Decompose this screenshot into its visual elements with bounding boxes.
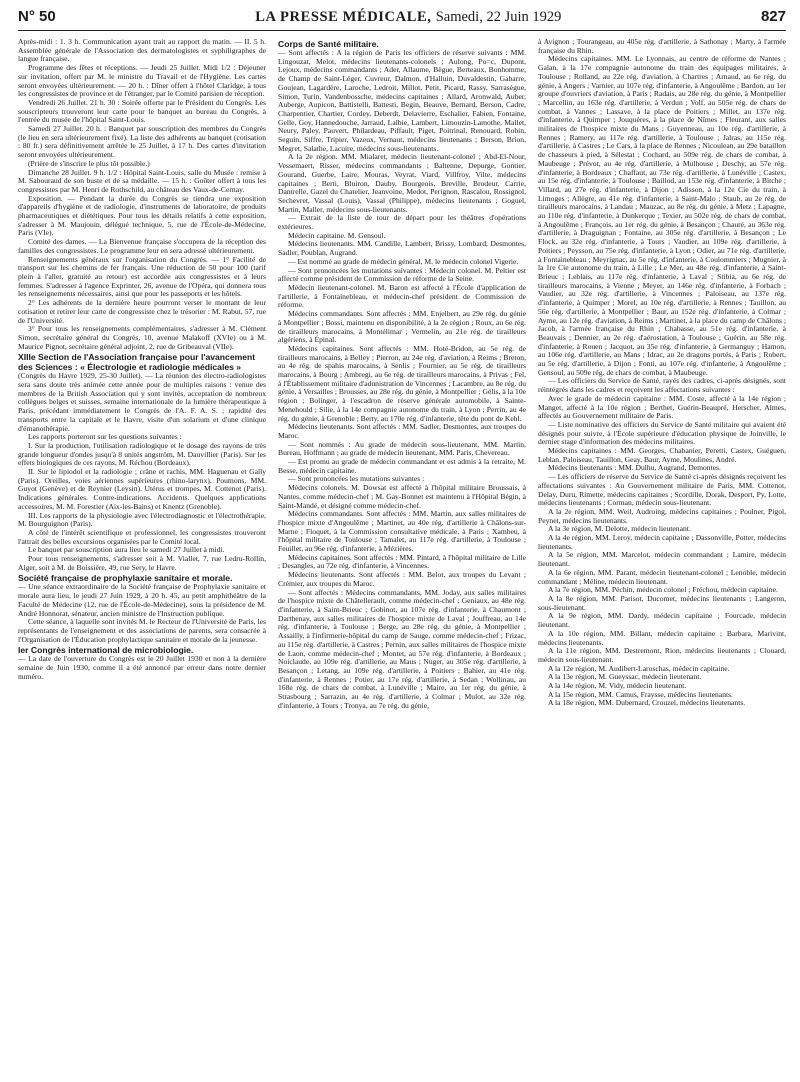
paragraph: III. Les rapports de la physiologie avec l'électrodiagnostic et l'électrothérapie, M. Bourguignon (Paris). xyxy=(18,510,266,529)
paragraph: Pour tous renseignements, s'adresser soit à M. Viallet, 7, rue Ledru-Rollin, Alger, soit à M. de Boissière, 49, rue Sery, le Havre. xyxy=(18,554,266,572)
paragraph: A la 5e région, MM. Marcelot, médecin commandant ; Lamire, médecin lieutenant. xyxy=(538,550,786,569)
paragraph: I. Sur la production, l'utilisation radiologique et le dosage des rayons de très grande longueur d'ondes jusqu'à 8 unités angström, M. Dauvillier (Paris). Sur les effets biologiques de ces rayons, M. Réchou (Bordeaux). xyxy=(18,440,266,468)
paragraph: — Liste nominative des officiers du Service de Santé militaire qui avaient été désignés pour suivre, à l'École supérieure d'éducation physique de Joinville, le dernier stage d'information des médecins militaires. xyxy=(538,419,786,447)
paragraph: A la 11e région, MM. Destremont, Rion, médecins lieutenants ; Clouard, médecin sous-lieutenant. xyxy=(538,646,786,664)
paragraph: 3° Pour tous les renseignements complémentaires, s'adresser à M. Clément Simon, secrétaire général du Congrès, 10, avenue Malakoff (XVIe) ou à M. Maurice Pignot, secrétaire général adjoint, 2, rue de Gribeauval (VIIe). xyxy=(18,324,266,351)
paragraph: 2° Les adhérents de la dernière heure pourront verser le montant de leur cotisation et retirer leur carte de congressiste chez le trésorier : M. Rabut, 57, rue de l'Université. xyxy=(18,298,266,325)
section-heading: XIIIe Section de l'Association française pour l'avancement des Sciences : « Électrologie et radiologie médicales » xyxy=(18,352,256,373)
paragraph: — Sont nommés : Au grade de médecin sous-lieutenant, MM. Martin, Bureau, Hoffmann ; au grade de médecin lieutenant, MM. Paris, Chevereau. xyxy=(278,439,526,458)
paragraph: A la 10e région, MM. Billant, médecin capitaine ; Barbara, Marivint, médecins lieutenants. xyxy=(538,628,786,647)
paragraph: Médecins lieutenants. MM. Candille, Lambert, Brissy, Lombard, Desmontes, Sadler, Poublan, Augrand. xyxy=(278,239,526,258)
paragraph: Vendredi 26 Juillet. 21 h. 30 : Soirée offerte par le Président du Congrès. Les souscripteurs trouveront leur carte pour le banquet au bureau du Congrès, à l'entrée du musée de l'hôpital Saint-Louis. xyxy=(18,97,266,125)
paragraph: — Est nommé au grade de médecin général, M. le médecin colonel Vigerie. xyxy=(288,256,519,266)
column-middle xyxy=(278,38,526,1078)
paragraph: A la 18e région, MM. Dubernard, Crouzel, médecins lieutenants. xyxy=(548,698,746,708)
paragraph: A côté de l'intérêt scientifique et professionnel, les congressistes trouveront l'attrait des belles excursions organisées par le Comité local. xyxy=(18,527,266,546)
section-heading: Ier Congrès international de microbiologie. xyxy=(18,645,194,656)
paragraph: — Les officiers du Service de Santé, rayés des cadres, ci-après désignés, sont réintégrés dans les cadres et reçoivent les affectations suivantes : xyxy=(538,376,786,395)
paragraph: — Sont prononcées les mutations suivantes : Médecin colonel. M. Peltier est affecté comme président de Commission de réforme de la Seine. xyxy=(278,265,526,284)
page-header xyxy=(18,8,786,28)
column-right xyxy=(538,38,786,1078)
paragraph: — Est promu au grade de médecin commandant et est admis à la retraite, M. Besse, médecin capitaine. xyxy=(278,457,526,475)
section-heading: Société française de prophylaxie sanitaire et morale. xyxy=(18,573,233,584)
paragraph: — Extrait de la liste de tour de départ pour les théâtres d'opérations extérieures. xyxy=(278,213,526,232)
paragraph: Comité des dames. — La Bienvenue française s'occupera de la réception des familles des congressistes. Le programme leur en sera adressé ultérieurement. xyxy=(18,237,266,255)
paragraph: A la 9e région, MM. Dardy, médecin capitaine ; Fourcade, médecin lieutenant. xyxy=(538,611,786,630)
paragraph: Médecins capitaines. Sont affectés : MM. Pintard, à l'hôpital militaire de Lille ; Desangles, au 72e rég. d'infanterie, à Vincennes. xyxy=(278,552,526,571)
paragraph: — Sont affectés : A la région de Paris les officiers de réserve suivants : MM. Lingouzat, Melot, médecins lieutenants-colonels ; Aulong, Po=c, Dupont, Lejoux, médecins commandants ; Ader, Allaume, Bègue, Berteaux, Bonhomme, de Champ de Saint-Léger, Cuvreur, Dalmon, d'Halluin, Duvaldestin, Gabarre, Goujean, Lagardère, Laroche, Ledroit, Millot, Petit, Picard, Rassy, Sarrasègue, Simon, Turin, Vandenbossche, médecins capitaines ; Allard, Aronwald, Auber, Auberge, Aupicon, Battistelli, Battesti, Begin, Beauve, Bernard, Berson, Cadre, Charpentier, Chartier, Cordey, Deberdt, Delavierre, Eschalier, Fabien, Fontaine, Gelle, Goy, Hannedouche, Jarraud, Lalbie, Lambert, Limouzin-Lamothe, Mallet, Neury, Paley, Pauvert, Philardeau, Piffault, Piget, Poitrinal, Renouard, Robin, Seguin, Siffre, Tripier, Vazeux, Vernaut, médecins lieutenants ; Berson, Brion, Megret, Salathe, Lacuire, médecins sous-lieutenants. xyxy=(278,48,526,153)
paragraph: A la 7e région, MM. Péchin, médecin colonel ; Fréchou, médecin capitaine. xyxy=(548,585,778,595)
paragraph: Avec le grade de médecin capitaine : MM. Coste, affecté à la 14e région ; Manget, affecté à la 10e région ; Berthet, Guérin-Beaupré, Herscher, Almes, affectés au Gouvernement militaire de Paris. xyxy=(538,393,786,421)
article-columns xyxy=(18,38,786,1078)
paragraph: A la 13e région, M. Gueyssac, médecin lieutenant. xyxy=(548,672,702,682)
paragraph: Médecin lieutenant-colonel. M. Baron est affecté à l'École d'application de l'artillerie, à Fontainebleau, et médecin-chef président de Commission de réforme. xyxy=(278,282,526,310)
paragraph: Médecins capitaines. MM. Le Lyonnais, au centre de réforme de Nantes ; Galan, à la 17e compagnie autonome du train des équipages militaires, à Toulouse ; Rolland, au 22e rég. d'aviation, à Chartres ; Arnaud, au 6e rég. du génie, à Angers ; Varnier, au 107e rég. d'infanterie, à Angoulême ; Bardon, au 1er groupe d'ouvriers d'aviation, à Paris ; Radais, au 28e rég. du génie, à Montpellier ; Marcellin, au 163e rég. d'artillerie, à Verdun ; Volf, au 505e rég. de chars de combat, à Vannes ; Lassave, à la place de Poitiers ; Millet, au 137e rég. d'infanterie, à Quimper ; Jouquères, à la place de Nîmes ; Fleurant, aux salles militaires de l'hospice mixte du Mans ; Guyenneau, au 10e rég. d'artillerie, à Rennes ; Ramery, au 117e rég. d'artillerie, à Toulouse ; Jalras, au 115e rég. d'artillerie, à Castres ; Le Cars, à la place de Rennes ; Nicoulean, au 29e bataillon de chasseurs à pied, à Sélestat ; Cochard, au 509e rég. de chars de combat, à Maubeuge ; Prévot, au 4e rég. d'artillerie, à Mulhouse ; Deschy, au 57e rég. d'infanterie, à Bordeaux ; Chaffaut, au 73e rég. d'artillerie, à Lunéville ; Castex, au 15e rég. d'infanterie, à Toulouse ; Baillod, au 153e rég. d'infanterie, à Bitche ; Villard, au 27e rég. d'infanterie, à Dijon ; Adisson, à la 12e Cie du train, à Limoges ; Allègre, au 41e rég. d'infanterie, à Saint-Malo ; Staub, au 2e rég. de tirailleurs marocains, à Landau ; Mauzac, au 8e rég. du génie, à Metz ; Lapagne, au 110e rég. d'infanterie, à Dunkerque ; Texier, au 502e rég. de chars de combat, à Angoulême ; François, au 1er rég. du génie, à Besançon ; Chauré, au 363e rég. d'artillerie, à Draguignan ; Fontaine, au 305e rég. d'artillerie, à Besançon ; Le Flock, au 32e rég. d'infanterie, à Tours ; Vaudier, au 109e rég. d'artillerie, à Poitiers ; Peysson, au 75e rég. d'infanterie, à Lyon ; Odier, au 71e rég. d'artillerie, à Fontainebleau ; Meyrignac, au 5e rég. d'infanterie, à Coulommiers ; Mugnier, à la 1re Cie autonome du train, à Lille ; Le Mer, au 48e rég. d'infanterie, à Saint-Brieuc ; Leblais, au 117e rég. d'infanterie, à Laval ; Stibia, au 6e rég. de tirailleurs marocains, à Vienne ; Meyer, au 146e rég. d'infanterie, à Forbach ; Vaudier, au 32e rég. d'artillerie, à Vincennes ; Paloiseau, au 137e rég. d'infanterie, à Quimper ; Morel, au 10e rég. d'artillerie, à Rennes ; Tauillon, au 56e rég. d'artillerie, à Montpellier ; Baur, au 152e rég. d'infanterie, à Colmar ; Ayme, au 12e rég. d'aviation, à Reims ; Martinet, à la place du camp de Châlons ; Jacob, à l'armée française du Rhin ; Chabasse, au 51e rég. d'infanterie, à Beauvais ; Dennier, au 2e rég. d'aérostation, à Toulouse ; Guérin, au 58e rég. d'infanterie, à Rouen ; Jacquot, au 35e rég. d'infanterie, à Germanguy ; Hamon, au 106e rég. d'artillerie, au Mans ; Idrac, au 2e dragons portés, à Paris ; Robert, au 5e rég. d'artillerie, à Dijon ; Fonti, au 107e rég. d'infanterie, à Angoulême ; Gensoul, au 509e rég. de chars de combat, à Maubeuge. xyxy=(538,54,786,377)
paragraph: A la 12e région, M. Audibert-Laroschas, médecin capitaine. xyxy=(548,663,730,673)
paragraph: Samedi 27 Juillet. 20 h. : Banquet par souscription des membres du Congrès (le lieu en sera ultérieurement fixé). La liste des adhérents au banquet (cotisation : 80 fr.) sera définitivement arrêtée le 25 Juillet, à 17 h. Des cartes d'invitation seront envoyées ultérieurement. xyxy=(18,124,266,160)
paragraph: Médecins commandants. Sont affectés : MM. Enjelbert, au 29e rég. du génie à Montpellier ; Bossi, maintenu en disponibilité, à la 2e région ; Roux, au 6e rég. de tirailleurs marocains, à Montélimar ; Vermelin, au 21e rég. de tirailleurs algériens, à Épinal. xyxy=(278,309,526,345)
running-title xyxy=(255,9,561,26)
paragraph: Médecins commandants. Sont affectés : MM. Martin, aux salles militaires de l'hospice mixte d'Angoulême ; Martinet, au 40e rég. d'artillerie à Châlons-sur-Marne ; Floquet, à la Commission consultative médicale, à Paris ; Xambeu, à l'hôpital militaire de Toulouse ; Tamalet, au 117e rég. d'artillerie, à Toulouse ; Feuillet, au 96e rég. d'infanterie, à Mézières. xyxy=(278,509,526,554)
paragraph: — Sont affectés : Médecins commandants, MM. Joday, aux salles militaires de l'hospice mixte de Châtellerault, comme médecin-chef ; Geniaux, au 48e rég. d'infanterie, à Saint-Brieuc ; Gobinot, au 107e rég. d'infanterie, à Chaumont ; Darthenay, aux salles militaires de l'hospice mixte de Laval ; Jouffreau, au 14e rég. d'infanterie, à Toulouse ; Berge, au 28e rég. du génie, à Montpellier ; Assailly, à l'infirmerie-hôpital du camp de Sauge, comme médecin-chef ; Frizac, au 115e rég. d'artillerie, à Castres ; Pernin, aux salles militaires de l'hospice mixte de Laon, comme médecin-chef ; Montet, au 57e rég. d'infanterie, à Bordeaux ; Noiclaude, au 109e rég. d'artillerie, au Maus ; Nuger, au 305e rég. d'artillerie, à Besançon ; Letang, au 109e rég. d'artillerie, à Poitiers ; Bahier, au 41e rég. d'infanterie, à Rennes ; Potier, au 17e rég. d'artillerie, à Sedan ; Wollinau, au 168e rég. de chars de combat, à Lunéville ; Maire, au 1er rég. du génie, à Strasbourg ; Sarrazin, au 4e rég. d'artillerie, à Colmar ; Mulot, au 32e rég. d'infanterie, à Tours ; Tronya, au 7e rég. du génie, xyxy=(278,587,526,710)
paragraph: Programme des fêtes et réceptions. — Jeudi 25 Juillet. Midi 1/2 : Déjeuner sur invitation, offert par M. le ministre du Travail et de l'Hygiène. Les cartes seront envoyées ultérieurement. — 20 h. : Dîner offert à l'hôtel Claridge, à tous les congressistes de province et de l'étranger, par le Comité parisien de réception. xyxy=(18,63,266,99)
paragraph: Le banquet par souscription aura lieu le samedi 27 Juillet à midi. xyxy=(28,545,225,555)
paragraph: Dimanche 28 Juillet. 9 h. 1/2 : Hôpital Saint-Louis, salle du Musée : remise à M. Sabouraud de son buste et de sa médaille. — 15 h. : Goûter offert à tous les congressistes par M. Henri de Rothschild, au château des Vaux-de-Cernay. xyxy=(18,167,266,194)
paragraph: A la 2e région. MM. Mialaret, médecin lieutenant-colonel ; Abd-El-Nour, Vessemaert, Risser, médecins commandants ; Baltenne, Depurge, Gontier, Gourand, Guerbe, Laire, Mouras, Veyrat, Viard, Villfroy, Vilte, médecins capitaines ; Berti, Bluiron, Dauby, Bourgeois, Breville, Brodeur, Carrie, Dantrelle, Gazel du Chatelier, Jeanvoine, Medot, Perignon, Rascalou, Rossignol, Sechevret, Vassal (Louis), Vassal (Philippe), médecins lieutenants ; Goguel, Martin, Maller, médecins sous-lieutenants. xyxy=(278,152,526,214)
paragraph: A la 6e région, MM. Parant, médecin lieutenant-colonel ; Lenoble, médecin commandant ; Méline, médecin lieutenant. xyxy=(538,567,786,586)
paragraph: Médecins lieutenants. Sont affectés : MM. Sadler, Desmontes, aux troupes du Maroc. xyxy=(278,422,526,440)
paragraph: — Une séance extraordinaire de la Société française de Prophylaxie sanitaire et morale aura lieu, le jeudi 27 Juin 1929, à 20 h. 45, au petit amphithéâtre de la Faculté de Médecine (12, rue de l'École-de-Médecine), sous la présidence de M. André Honnorat, sénateur, ancien ministre de l'Instruction publique. xyxy=(18,582,266,618)
paragraph: Les rapports porteront sur les questions suivantes : xyxy=(28,432,182,442)
paragraph: Médecins capitaines. Sont affectés : MM. Hoté-Bridon, au 5e rég. de tirailleurs marocains, à Belley ; Pierron, au 24e rég. d'aviation, à Reims ; Breton, au 4e rég. de spahis marocains, à Senlis ; Fournier, au 5e rég. de tirailleurs marocains, à Bourg ; Ambregi, au 6e rég. de tirailleurs marocains, à Privas ; Fel, à l'Établissement militaire d'adunistration de Vincennes ; Lacambre, au 8e rég. du génie, à Versailles ; Brousses, au 28e rég. du génie, à Montpellier ; Gélis, à la 10e région ; Bolinger, à l'escadron de réserve générale automobile, à Sainte-Menehould ; Silie, à la 14e compagnie autonome du train, à Lyon ; Perrin, au 4e rég. du génie, à Grenoble ; Berty, au 170e rég. d'infanterie, tête du pont de Kehl. xyxy=(278,343,526,423)
paragraph: Médecin capitaine. M. Gensoul. xyxy=(288,230,386,240)
issue-number: N° 50 xyxy=(18,8,56,25)
paragraph: A la 15e région, MM. Camus, Fraysse, médecins lieutenants. xyxy=(548,689,733,699)
paragraph: Médecins capitaines : MM. Georges, Chabanier, Peretti, Castex, Guéguen, Leblan, Paloiseau, Tauillon, Geay, Baur, Ayme, Moulines, André. xyxy=(538,446,786,464)
paragraph: A la 4e région, MM. Leroy, médecin capitaine ; Dassonville, Potter, médecins lieutenants. xyxy=(538,533,786,551)
paragraph: Médecins lieutenants. Sont affectés : MM. Belot, aux troupes du Levant ; Crémier, aux troupes du Maroc. xyxy=(278,570,526,588)
paragraph: Cette séance, à laquelle sont invités M. le Recteur de l'Université de Paris, les représentants de l'enseignement et des associations de parents, sera consacrée à l'Organisation de l'Éducation prophylactique sanitaire et morale de la jeunesse. xyxy=(18,617,266,644)
section-heading: Corps de Santé militaire. xyxy=(278,39,379,49)
paragraph: A la 2e région, MM. Weil, Audroing, médecins capitaines ; Poulner, Pigol, Peynet, médecins lieutenants. xyxy=(538,506,786,525)
journal-name: LA PRESSE MÉDICALE, xyxy=(255,9,432,25)
paragraph: A la 3e région, M. Delotte, médecin lieutenant. xyxy=(548,524,691,534)
paragraph: Après-midi : 1. 3 h. Communication ayant trait au rapport du matin. — II. 5 h. Assemblée générale de l'Association des dermatologistes et syphiligraphes de langue française. xyxy=(18,38,266,64)
paragraph: II. Sur le lipiodol et la radiologie ; crâne et rachis, MM. Haguenau et Gally (Paris). Oreilles, voies aériennes supérieures (rhino-larynx), Poumons, MM. Guyot (Genève) et de Reynier (Leysin). Utérus et trompes, M. Cottenot (Paris). Indications générales. Contre-indications. Accidents. Quelques applications accessoires, M. M. Forestier (Aix-les-Bains) et Knentz (Grenoble). xyxy=(18,467,266,511)
paragraph: — Sont prononcées les mutations suivantes : xyxy=(288,474,425,484)
paragraph: Médecins colonels. M. Dowsat est affecté à l'hôpital militaire Broussais, à Nantes, comme médecin-chef ; M. Gay-Bonnet est maintenu à l'Hôpital Bégin, à Saint-Mandé, et désigné comme médecin-chef. xyxy=(278,483,526,510)
paragraph: à Avignon ; Tourangeau, au 405e rég. d'artillerie, à Sathonay ; Marty, à l'armée française du Rhin. xyxy=(538,38,786,55)
paragraph: Exposition. — Pendant la durée du Congrès se tiendra une exposition d'appareils d'hygiène et de radiologie, d'instruments de laboratoire, de produits pharmaceutiques et diététiques. Pour tous les détails relatifs à cette exposition, s'adresser à M. Maujouin, délégué technique, 5, rue de l'École-de-Médecine, Paris (VIe). xyxy=(18,193,266,238)
column-left xyxy=(18,38,266,1078)
paragraph: (Prière de s'inscrire le plus tôt possible.) xyxy=(28,158,150,168)
paragraph: — La date de l'ouverture du Congrès est le 20 Juillet 1930 et non à la dernière semaine de Juin 1930, comme il a été annoncé par erreur dans notre dernier numéro. xyxy=(18,654,266,681)
paragraph: A la 14e région, M. Vidy, médecin lieutenant. xyxy=(548,681,687,691)
paragraph: A la 8e région, MM. Parisot, Ducomet, médecins lieutenants ; Langeron, sous-lieutenant. xyxy=(538,594,786,612)
paragraph: (Congrès du Havre 1929, 25-30 Juillet). — La réunion des électro-radiologistes sera sans doute très animée cette année pour de multiples raisons : venue des membres de la British Association qui y sont invités, acceptation de nombreux collègues belges et suisses, semaine internationale de la lumière thérapeutique à Paris, précédant immédiatement le Congrès de l'A. F. A. S. ; rapidité des transports entre la capitale et le Havre, visite d'un solarium et d'une clinique d'émanothérapie. xyxy=(18,371,266,433)
paragraph: Renseignements généraux sur l'organisation du Congrès. — 1° Facilité de transport sur les chemins de fer français. Une réduction de 50 pour 100 (tarif plein à l'aller, gratuité au retour) est accordée aux congressistes et à leurs femmes. S'adresser à l'agence Exprinter, 26, avenue de l'Opéra, qui donnera tous les renseignements nécessaires, ainsi que pour les passeports et les hôtels. xyxy=(18,254,266,299)
page-number: 827 xyxy=(760,8,786,25)
issue-date: Samedi, 22 Juin 1929 xyxy=(435,9,562,25)
header-rule xyxy=(18,30,786,31)
paragraph: Médecins lieutenants : MM. Dulhu, Augrand, Demontes. xyxy=(548,463,721,473)
paragraph: — Les officiers de réserve du Service de Santé ci-après désignés reçoivent les affectations suivantes : Au Gouvernement militaire de Paris, MM. Cottenot, Delay, Duru, Rimette, médecins capitaines ; Scordille, Dorak, Desport, Py, Lotte, médecins lieutenants ; Corman, médecin sous-lieutenant. xyxy=(538,472,786,508)
